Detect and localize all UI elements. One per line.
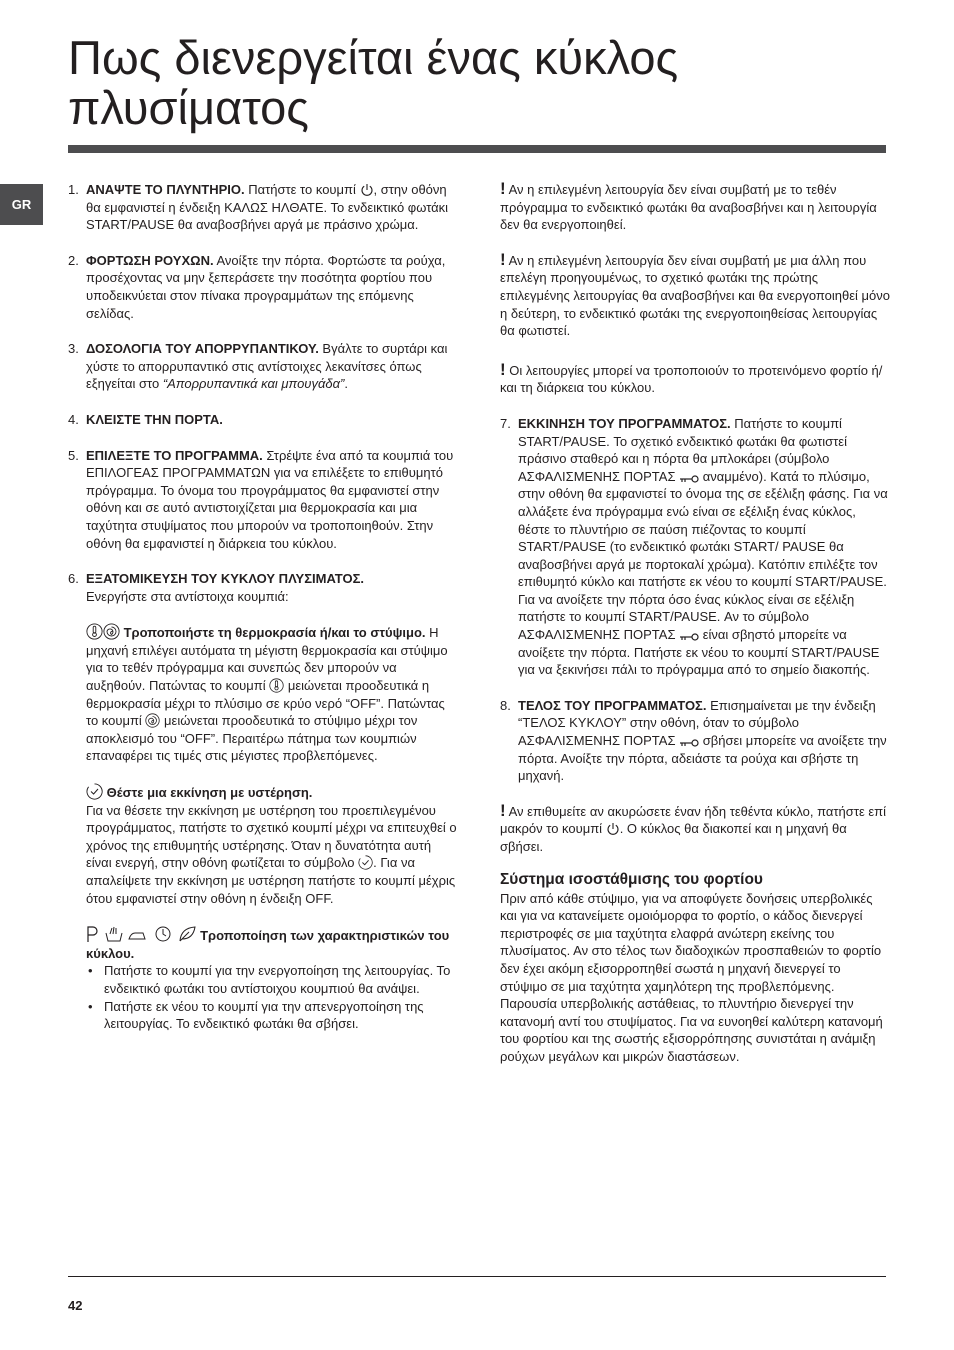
step-3	[68, 340, 458, 393]
temperature-icon	[86, 623, 103, 640]
step-heading: ΤΕΛΟΣ ΤΟΥ ΠΡΟΓΡΑΜΜΑΤΟΣ.	[518, 697, 707, 713]
door-lock-key-icon	[679, 738, 699, 748]
option-text: Η μηχανή επιλέγει αυτόματα τη μέγιστη θερμοκρασία και στύψιμο για το τεθέν πρόγραμμα και συνεπώς δεν μπορούν να αυξηθούν. Πατώντας το κουμπί	[86, 625, 448, 694]
step-text: Ενεργήστε στα αντίστοιχα κουμπιά:	[86, 588, 289, 604]
step-number: 8.	[500, 697, 511, 713]
door-lock-key-icon	[679, 474, 699, 484]
warning-note	[500, 359, 890, 397]
warning-text: Αν η επιλεγμένη λειτουργία δεν είναι συμβατή με μια άλλη που επελέγη προηγουμένως, το σχετικό φωτάκι της πρώτης επιλεγμένης λειτουργίας θα αναβοσβήνει και θα ενεργοποιηθεί μόνο η δεύτερη, το ενδεικτικό φωτάκι της ενεργοποιηθείσας λειτουργίας θα φωτιστεί.	[500, 252, 890, 339]
step-text: Για να ανοίξετε την πόρτα όσο ένας κύκλος είναι σε εξέλιξη πατήστε το κουμπί START/PAUSE. Αν το σύμβολο ΑΣΦΑΛΙΣΜΕΝΗΣ ΠΟΡΤΑΣ	[518, 591, 855, 643]
punctuation: .	[344, 376, 348, 392]
warning-note	[500, 181, 890, 234]
warning-text: Αν η επιλεγμένη λειτουργία δεν είναι συμβατή με το τεθέν πρόγραμμα το ενδεικτικό φωτάκι θα αναβοσβήνει και η λειτουργία δεν θα ενεργοποιηθεί.	[500, 182, 877, 233]
step-heading: ΕΞΑΤΟΜΙΚΕΥΣΗ ΤΟΥ ΚΥΚΛΟΥ ΠΛΥΣΙΜΑΤΟΣ.	[86, 571, 365, 587]
step-number: 5.	[68, 447, 79, 463]
power-icon	[360, 183, 374, 197]
title-rule	[68, 145, 886, 153]
step-text: Βγάλτε το συρτάρι και χύστε το απορρυπαντικό στις αντίστοιχες λεκανίτσες όπως εξηγείται στο	[86, 341, 448, 392]
list-item: • Πατήστε εκ νέου το κουμπί για την απενεργοποίηση της λειτουργίας. Το ενδεικτικό φωτάκι θα σβήσει.	[86, 998, 458, 1033]
functions-block	[86, 925, 458, 962]
step-number: 3.	[68, 341, 79, 357]
option-text: μειώνεται προοδευτικά το στύψιμο μέχρι τον αποκλεισμό του “OFF”. Περαιτέρω πάτημα των κουμπιών επαναφέρει τις τιμές στις μέγιστες προβλεπόμενες.	[86, 713, 418, 764]
quick-timer-icon	[153, 925, 173, 943]
warning-text: Αν επιθυμείτε αν ακυρώσετε έναν ήδη τεθέντα κύκλο, πατήστε επί μακρόν το κουμπί	[500, 803, 887, 837]
delay-timer-icon	[86, 783, 103, 800]
step-heading: ΚΛΕΙΣΤΕ ΤΗΝ ΠΟΡΤΑ.	[86, 411, 223, 427]
option-heading: Τροποποίηση των χαρακτηριστικών του κύκλου.	[86, 928, 450, 961]
spin-icon	[145, 713, 160, 728]
step-5	[68, 447, 458, 553]
option-text: . Για να απαλείψετε την εκκίνηση με υστέρηση πατήστε το κουμπί μέχρις ότου εμφανιστεί στην οθόνη η ένδειξη OFF.	[86, 855, 456, 906]
option-text: Για να θέσετε την εκκίνηση με υστέρηση του προεπιλεγμένου προγράμματος, πατήστε το σχετικό κουμπί μέχρι να επιτευχθεί ο χρόνος της επιθυμητής υστέρησης. Όταν η δυνατότητα αυτή είναι ενεργή, στην οθόνη φωτίζεται το σύμβολο	[86, 802, 457, 871]
warning-icon: !	[500, 179, 506, 198]
step-text: σβήσει μπορείτε να ανοίξετε την πόρτα. Ανοίξτε την πόρτα, αδειάστε τα ρούχα και σβήστε τη μηχανή.	[518, 733, 887, 784]
step-text: Επισημαίνεται με την ένδειξη “ΤΕΛΟΣ ΚΥΚΛΟΥ” στην οθόνη, όταν το σύμβολο ΑΣΦΑΛΙΣΜΕΝΗΣ ΠΟΡΤΑΣ	[518, 697, 876, 749]
right-column	[500, 181, 890, 1066]
temperature-spin-block	[86, 623, 458, 765]
step-number: 2.	[68, 252, 79, 268]
door-lock-key-icon	[679, 632, 699, 642]
eco-leaf-icon	[177, 925, 197, 943]
step-text: αναμμένο). Κατά το πλύσιμο, στην οθόνη θα εμφανιστεί το όνομα της σε εξέλιξη φάσης. Για να αλλάξετε ένα πρόγραμμα ενώ είναι σε εξέλιξη ένας κύκλος, θέστε το πλυντήριο σε παύση πιέζοντας το κουμπί START/PAUSE (το ενδεικτικό φωτάκι START/ PAUSE θα αναβοσβήνει αργά με πορτοκαλί χρώμα). Κατόπιν επιλέξτε τον επιθυμητό κύκλο και πατήστε εκ νέου το κουμπί START/PAUSE.	[518, 468, 888, 590]
function-bullets	[86, 962, 458, 1032]
step-text: είναι σβηστό μπορείτε να ανοίξετε την πόρτα. Πατήστε εκ νέου το κουμπί START/PAUSE για να ξεκινήσει πάλι το πρόγραμμα από το σημείο διακοπής.	[518, 627, 880, 678]
delay-start-block	[86, 783, 458, 907]
step-heading: ΦΟΡΤΩΣΗ ΡΟΥΧΩΝ.	[86, 252, 214, 268]
step-number: 7.	[500, 415, 511, 431]
step-heading: ΔΟΣΟΛΟΓΙΑ ΤΟΥ ΑΠΟΡΡΥΠΑΝΤΙΚΟΥ.	[86, 341, 319, 357]
step-4	[68, 411, 458, 429]
warning-note	[500, 249, 890, 340]
option-heading: Τροποποιήστε τη θερμοκρασία ή/και το στύψιμο.	[120, 625, 426, 641]
left-column	[68, 181, 458, 1033]
power-icon	[606, 822, 620, 836]
option-heading: Θέστε μια εκκίνηση με υστέρηση.	[103, 785, 313, 801]
step-number: 1.	[68, 182, 79, 197]
step-text: Πατήστε το κουμπί	[244, 182, 360, 197]
page-title: Πως διενεργείται ένας κύκλος πλυσίματος	[68, 31, 679, 134]
page-number: 42	[68, 1298, 83, 1313]
step-text: , στην οθόνη θα εμφανιστεί η ένδειξη ΚΑΛΩΣ ΗΛΘΑΤΕ. Το ενδεικτικό φωτάκι START/PAUSE θα αναβοσβήνει αργά με πράσινο χρώμα.	[86, 182, 449, 233]
hand-wash-icon	[104, 925, 124, 943]
spin-icon	[103, 623, 120, 640]
section-heading-load-balance: Σύστημα ισοστάθμισης του φορτίου	[500, 870, 763, 888]
step-text: Στρέψτε ένα από τα κουμπιά του ΕΠΙΛΟΓΕΑΣ ΠΡΟΓΡΑΜΜΑΤΩΝ για να επιλέξετε το επιθυμητό πρόγραμμα. Το όνομα του προγράμματος θα εμφανιστεί στην οθόνη και σε αυτό αντιστοιχίζεται μια θερμοκρασία και μια ταχύτητα στυψίματος που μπορούν να τροποποιηθούν. Στην οθόνη θα εμφανιστεί η διάρκεια του κύκλου.	[86, 447, 454, 551]
warning-icon: !	[500, 359, 506, 379]
language-tab: GR	[0, 184, 43, 225]
warning-note	[500, 800, 890, 856]
step-2	[68, 252, 458, 322]
section-reference: “Απορρυπαντικά και μπουγάδα”	[162, 376, 345, 392]
warning-text: . Ο κύκλος θα διακοπεί και η μηχανή θα σβήσει.	[500, 821, 847, 854]
step-heading: ΕΚΚΙΝΗΣΗ ΤΟΥ ΠΡΟΓΡΑΜΜΑΤΟΣ.	[518, 415, 731, 431]
prewash-p-icon	[86, 925, 100, 943]
step-1	[68, 181, 458, 234]
step-heading: ΕΠΙΛΕΞΤΕ ΤΟ ΠΡΟΓΡΑΜΜΑ.	[86, 447, 263, 463]
option-text: μειώνεται προοδευτικά η θερμοκρασία μέχρι το πλύσιμο σε κρύο νερό “OFF”. Πατώντας το κουμπί	[86, 678, 445, 729]
step-number: 4.	[68, 411, 79, 427]
step-7	[500, 415, 890, 679]
step-number: 6.	[68, 571, 79, 587]
warning-text: Οι λειτουργίες μπορεί να τροποποιούν το προτεινόμενο φορτίο ή/και τη διάρκεια του κύκλου.	[500, 362, 883, 396]
step-6	[68, 570, 458, 1033]
iron-icon	[127, 925, 149, 943]
step-heading: ΑΝΑΨΤΕ ΤΟ ΠΛΥΝΤΗΡΙΟ.	[86, 182, 245, 197]
load-balance-text: Πριν από κάθε στύψιμο, για να αποφύγετε δονήσεις υπερβολικές και για να κατανείμετε ομοιόμορφα το φορτίο, ο κάδος διενεργεί περιστροφές σε μια ταχύτητα ελαφρά ανώτερη εκείνης του πλυσίματος. Αν στο τέλος των διαδοχικών προσπαθειών το φορτίο δεν έχει ακόμη εξισορροπηθεί σωστά η μηχανή διενεργεί το στύψιμο σε μια ταχύτητα χαμηλότερη της προβλεπόμενης. Παρουσία υπερβολικής αστάθειας, το πλυντήριο διενεργεί την κατανομή αντί του στυψίματος. Για να ευνοηθεί καλύτερη κατανομή του φορτίου και της σωστής εξισορρόπησης συνιστάται η ανάμιξη ρούχων μεγάλων και μικρών διαστάσεων.	[500, 890, 883, 1064]
delay-timer-icon	[358, 855, 373, 870]
temperature-icon	[269, 678, 284, 693]
step-text: Ανοίξτε την πόρτα. Φορτώστε τα ρούχα, προσέχοντας να μην ξεπεράσετε την ποσότητα φορτίου που υποδεικνύεται στον πίνακα προγραμμάτων της επόμενης σελίδας.	[86, 252, 446, 321]
warning-icon: !	[500, 249, 506, 269]
warning-icon: !	[500, 800, 506, 820]
step-text: Πατήστε το κουμπί START/PAUSE. Το σχετικό ενδεικτικό φωτάκι θα φωτιστεί πράσινο σταθερό και η πόρτα θα μπλοκάρει (σύμβολο ΑΣΦΑΛΙΣΜΕΝΗΣ ΠΟΡΤΑΣ	[518, 415, 847, 484]
footer-rule	[68, 1276, 886, 1277]
list-item: • Πατήστε το κουμπί για την ενεργοποίηση της λειτουργίας. Το ενδεικτικό φωτάκι του αντίστοιχου κουμπιού θα ανάψει.	[86, 962, 458, 997]
step-8	[500, 697, 890, 785]
